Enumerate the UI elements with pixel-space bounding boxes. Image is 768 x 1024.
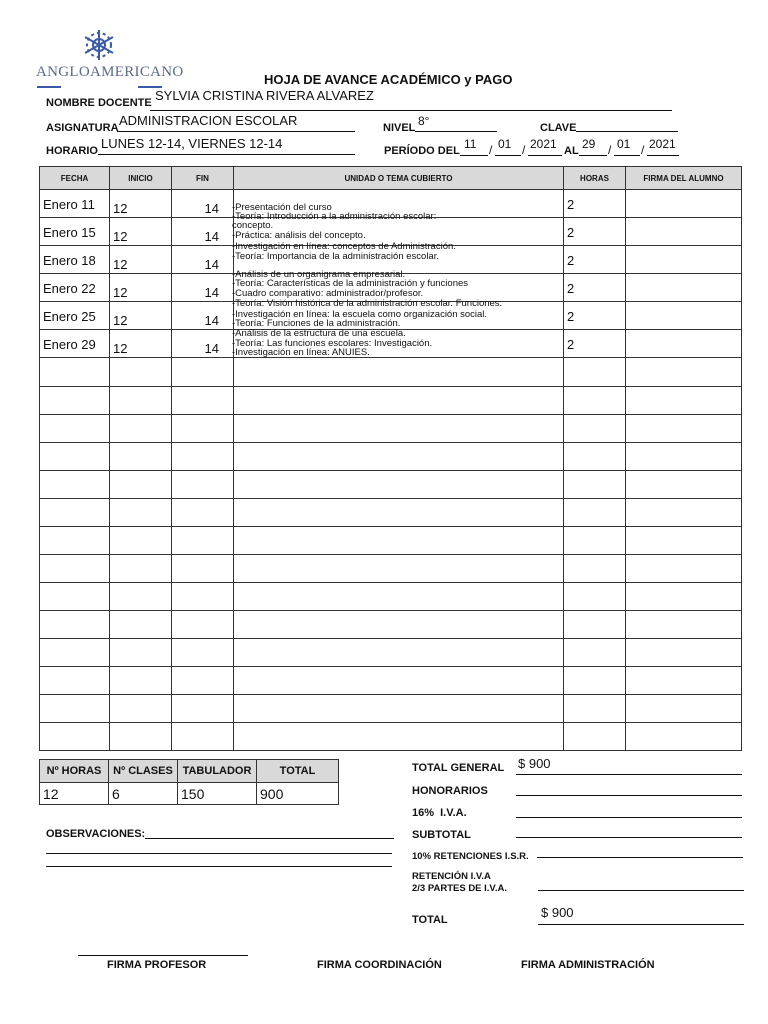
cell-firma-alumno <box>626 471 742 499</box>
table-row <box>40 471 742 499</box>
retenciones-isr-line <box>537 857 743 858</box>
nivel-value: 8° <box>418 114 430 128</box>
cell-inicio <box>110 667 172 695</box>
table-row <box>40 695 742 723</box>
table-row <box>40 555 742 583</box>
total-value: $ 900 <box>541 905 574 920</box>
asignatura-value: ADMINISTRACION ESCOLAR <box>119 113 298 128</box>
cell-horas: 2 <box>564 302 626 330</box>
cell-inicio: 12 <box>110 302 172 330</box>
docente-label: NOMBRE DOCENTE <box>46 97 152 109</box>
cell-inicio <box>110 583 172 611</box>
cell-horas <box>564 583 626 611</box>
table-row <box>40 499 742 527</box>
cell-firma-alumno <box>626 555 742 583</box>
table-row <box>40 723 742 751</box>
del-year: 2021 <box>530 137 557 151</box>
honorarios-label: HONORARIOS <box>412 785 488 797</box>
topic-line: -Teoría: Visión histórica de la administración escolar. Funciones. <box>232 298 503 309</box>
cell-fin: 14 <box>172 246 234 274</box>
topic-line: -Práctica: análisis del concepto. <box>232 230 366 241</box>
del-day: 11 <box>464 137 477 151</box>
cell-fecha <box>40 667 110 695</box>
cell-horas: 2 <box>564 246 626 274</box>
cell-fin: 14 <box>172 330 234 358</box>
topic-line: -Teoría: Introducción a la administración escolar: <box>232 211 437 222</box>
summary-value-row <box>40 783 339 805</box>
summary-table <box>39 759 339 805</box>
cell-inicio <box>110 499 172 527</box>
cell-unidad <box>234 611 564 639</box>
observaciones-line-1 <box>145 838 394 839</box>
total-line <box>538 924 744 925</box>
retencion-iva-label-1: RETENCIÓN I.V.A <box>412 871 491 882</box>
subtotal-label: SUBTOTAL <box>412 829 471 841</box>
honorarios-line <box>516 795 742 796</box>
cell-inicio <box>110 611 172 639</box>
cell-horas: 2 <box>564 190 626 218</box>
cell-horas: 2 <box>564 218 626 246</box>
cell-unidad <box>234 555 564 583</box>
col-header-fecha: FECHA <box>40 167 110 190</box>
col-header-fin: FIN <box>172 167 234 190</box>
cell-firma-alumno <box>626 218 742 246</box>
cell-firma-alumno <box>626 190 742 218</box>
del-month: 01 <box>498 137 512 151</box>
table-row <box>40 583 742 611</box>
cell-fin <box>172 555 234 583</box>
summary-tabulador: 150 <box>178 783 257 805</box>
cell-fecha <box>40 555 110 583</box>
cell-horas <box>564 695 626 723</box>
cell-firma-alumno <box>626 723 742 751</box>
cell-unidad <box>234 667 564 695</box>
cell-unidad <box>234 527 564 555</box>
summary-header-tabulador: TABULADOR <box>178 760 257 783</box>
topic-line: -Investigación en línea: la escuela como organización social. <box>232 309 488 320</box>
cell-horas <box>564 387 626 415</box>
logo-underline-left <box>37 86 61 88</box>
cell-inicio: 12 <box>110 190 172 218</box>
cell-inicio <box>110 639 172 667</box>
cell-unidad <box>234 471 564 499</box>
cell-inicio: 12 <box>110 330 172 358</box>
slash: / <box>608 143 612 157</box>
cell-unidad <box>234 387 564 415</box>
observaciones-line-3 <box>46 866 392 867</box>
cell-firma-alumno <box>626 274 742 302</box>
cell-unidad <box>234 695 564 723</box>
cell-fin <box>172 443 234 471</box>
cell-fin: 14 <box>172 190 234 218</box>
cell-firma-alumno <box>626 667 742 695</box>
cell-fecha <box>40 471 110 499</box>
summary-header-clases: Nº CLASES <box>109 760 178 783</box>
cell-unidad <box>234 639 564 667</box>
cell-fecha <box>40 527 110 555</box>
clave-field <box>576 117 678 132</box>
clave-label: CLAVE <box>540 122 577 134</box>
firma-profesor-label: FIRMA PROFESOR <box>107 959 207 971</box>
topic-line: -Análisis de un organigrama empresarial. <box>232 269 406 280</box>
table-row <box>40 527 742 555</box>
cell-unidad <box>234 443 564 471</box>
total-general-value: $ 900 <box>518 756 551 771</box>
cell-inicio <box>110 387 172 415</box>
observaciones-line-2 <box>46 853 392 854</box>
summary-header-total: TOTAL <box>257 760 339 783</box>
cell-firma-alumno <box>626 583 742 611</box>
retencion-iva-line <box>538 890 744 891</box>
cell-inicio <box>110 358 172 387</box>
cell-fin: 14 <box>172 274 234 302</box>
cell-horas <box>564 471 626 499</box>
cell-firma-alumno <box>626 499 742 527</box>
cell-firma-alumno <box>626 443 742 471</box>
cell-unidad <box>234 723 564 751</box>
al-month: 01 <box>617 137 631 151</box>
cell-horas <box>564 527 626 555</box>
cell-inicio <box>110 723 172 751</box>
cell-inicio: 12 <box>110 218 172 246</box>
subtotal-line <box>516 837 742 838</box>
firma-administracion-label: FIRMA ADMINISTRACIÓN <box>521 959 655 971</box>
topic-line: -Investigación en línea: ANUIES. <box>232 347 370 358</box>
cell-fin: 14 <box>172 218 234 246</box>
total-general-line <box>516 774 742 775</box>
asignatura-label: ASIGNATURA <box>46 122 119 134</box>
cell-firma-alumno <box>626 358 742 387</box>
observaciones-label: OBSERVACIONES: <box>46 828 146 840</box>
col-header-unidad: UNIDAD O TEMA CUBIERTO <box>234 167 564 190</box>
table-row <box>40 387 742 415</box>
cell-inicio: 12 <box>110 246 172 274</box>
table-row <box>40 415 742 443</box>
cell-fin <box>172 527 234 555</box>
cell-firma-alumno <box>626 695 742 723</box>
cell-horas <box>564 499 626 527</box>
firma-coordinacion-label: FIRMA COORDINACIÓN <box>317 959 442 971</box>
cell-inicio <box>110 415 172 443</box>
cell-unidad <box>234 583 564 611</box>
cell-fecha <box>40 695 110 723</box>
topic-line: -Teoría: Importancia de la administración escolar. <box>232 251 439 262</box>
cell-horas <box>564 443 626 471</box>
cell-fin: 14 <box>172 302 234 330</box>
cell-fecha <box>40 583 110 611</box>
table-header-row <box>40 167 742 190</box>
nivel-label: NIVEL <box>383 122 416 134</box>
col-header-inicio: INICIO <box>110 167 172 190</box>
cell-horas <box>564 555 626 583</box>
cell-inicio <box>110 471 172 499</box>
topic-line: -Análisis de la estructura de una escuela. <box>232 328 406 339</box>
cell-firma-alumno <box>626 302 742 330</box>
retencion-iva-label-2: 2/3 PARTES DE I.V.A. <box>412 883 508 894</box>
cell-fin <box>172 415 234 443</box>
cell-fin <box>172 639 234 667</box>
table-row <box>40 667 742 695</box>
cell-inicio <box>110 527 172 555</box>
cell-fecha <box>40 358 110 387</box>
cell-fin <box>172 611 234 639</box>
cell-firma-alumno <box>626 527 742 555</box>
summary-header-horas: Nº HORAS <box>40 760 109 783</box>
cell-fecha <box>40 387 110 415</box>
total-general-label: TOTAL GENERAL <box>412 762 505 774</box>
cell-fecha <box>40 499 110 527</box>
cell-fin <box>172 358 234 387</box>
cell-fecha: Enero 11 <box>40 190 110 218</box>
total-label: TOTAL <box>412 914 448 926</box>
cell-unidad <box>234 499 564 527</box>
cell-fin <box>172 387 234 415</box>
retenciones-isr-label: 10% RETENCIONES I.S.R. <box>412 851 529 862</box>
cell-fecha <box>40 723 110 751</box>
horario-label: HORARIO <box>46 145 98 157</box>
cell-fin <box>172 723 234 751</box>
table-row <box>40 443 742 471</box>
topic-line: -Investigación en línea: conceptos de Administración. <box>232 241 456 252</box>
cell-fin <box>172 695 234 723</box>
cell-fecha <box>40 639 110 667</box>
cell-horas <box>564 723 626 751</box>
summary-horas: 12 <box>40 783 109 805</box>
cell-firma-alumno <box>626 415 742 443</box>
cell-horas <box>564 358 626 387</box>
cell-fecha: Enero 22 <box>40 274 110 302</box>
table-row <box>40 611 742 639</box>
topic-line: -Teoría: Funciones de la administración. <box>232 318 401 329</box>
summary-clases: 6 <box>109 783 178 805</box>
periodo-label: PERÍODO DEL <box>384 145 460 157</box>
cell-inicio: 12 <box>110 274 172 302</box>
topic-line: concepto. <box>232 220 274 231</box>
al-year: 2021 <box>649 137 676 151</box>
cell-fecha: Enero 25 <box>40 302 110 330</box>
slash: / <box>489 143 493 157</box>
cell-firma-alumno <box>626 611 742 639</box>
cell-fecha <box>40 443 110 471</box>
cell-firma-alumno <box>626 246 742 274</box>
cell-fin <box>172 667 234 695</box>
topic-line: -Cuadro comparativo: administrador/profesor. <box>232 288 424 299</box>
cell-horas <box>564 667 626 695</box>
cell-fecha: Enero 15 <box>40 218 110 246</box>
al-day: 29 <box>582 137 596 151</box>
firma-profesor-line <box>78 955 248 956</box>
table-row <box>40 639 742 667</box>
cell-horas <box>564 639 626 667</box>
cell-fin <box>172 499 234 527</box>
cell-firma-alumno <box>626 387 742 415</box>
cell-unidad <box>234 415 564 443</box>
cell-fin <box>172 471 234 499</box>
summary-header-row <box>40 760 339 783</box>
cell-fecha <box>40 611 110 639</box>
iva-line <box>516 817 742 818</box>
topic-line: -Presentación del curso <box>232 202 332 213</box>
topic-line: -Teoría: Características de la administración y funciones <box>232 278 469 289</box>
col-header-firma-alumno: FIRMA DEL ALUMNO <box>626 167 742 190</box>
cell-fecha <box>40 415 110 443</box>
topic-line: -Teoría: Las funciones escolares: Investigación. <box>232 338 433 349</box>
slash: / <box>641 143 645 157</box>
brand-name: ANGLOAMERICANO <box>36 64 184 80</box>
cell-inicio <box>110 695 172 723</box>
cell-inicio <box>110 555 172 583</box>
cell-inicio <box>110 443 172 471</box>
cell-fecha: Enero 18 <box>40 246 110 274</box>
cell-horas <box>564 611 626 639</box>
horario-value: LUNES 12-14, VIERNES 12-14 <box>101 136 283 151</box>
table-row <box>40 358 742 387</box>
cell-horas <box>564 415 626 443</box>
col-header-horas: HORAS <box>564 167 626 190</box>
cell-horas: 2 <box>564 274 626 302</box>
al-label: AL <box>564 145 579 157</box>
slash: / <box>522 143 526 157</box>
cell-firma-alumno <box>626 639 742 667</box>
cell-fin <box>172 583 234 611</box>
summary-total: 900 <box>257 783 339 805</box>
iva-label: 16% I.V.A. <box>412 807 467 819</box>
cell-unidad <box>234 358 564 387</box>
cell-fecha: Enero 29 <box>40 330 110 358</box>
cell-horas: 2 <box>564 330 626 358</box>
page-title: HOJA DE AVANCE ACADÉMICO y PAGO <box>264 72 513 87</box>
snowflake-emblem-icon <box>81 28 117 62</box>
docente-value: SYLVIA CRISTINA RIVERA ALVAREZ <box>155 88 374 103</box>
cell-firma-alumno <box>626 330 742 358</box>
